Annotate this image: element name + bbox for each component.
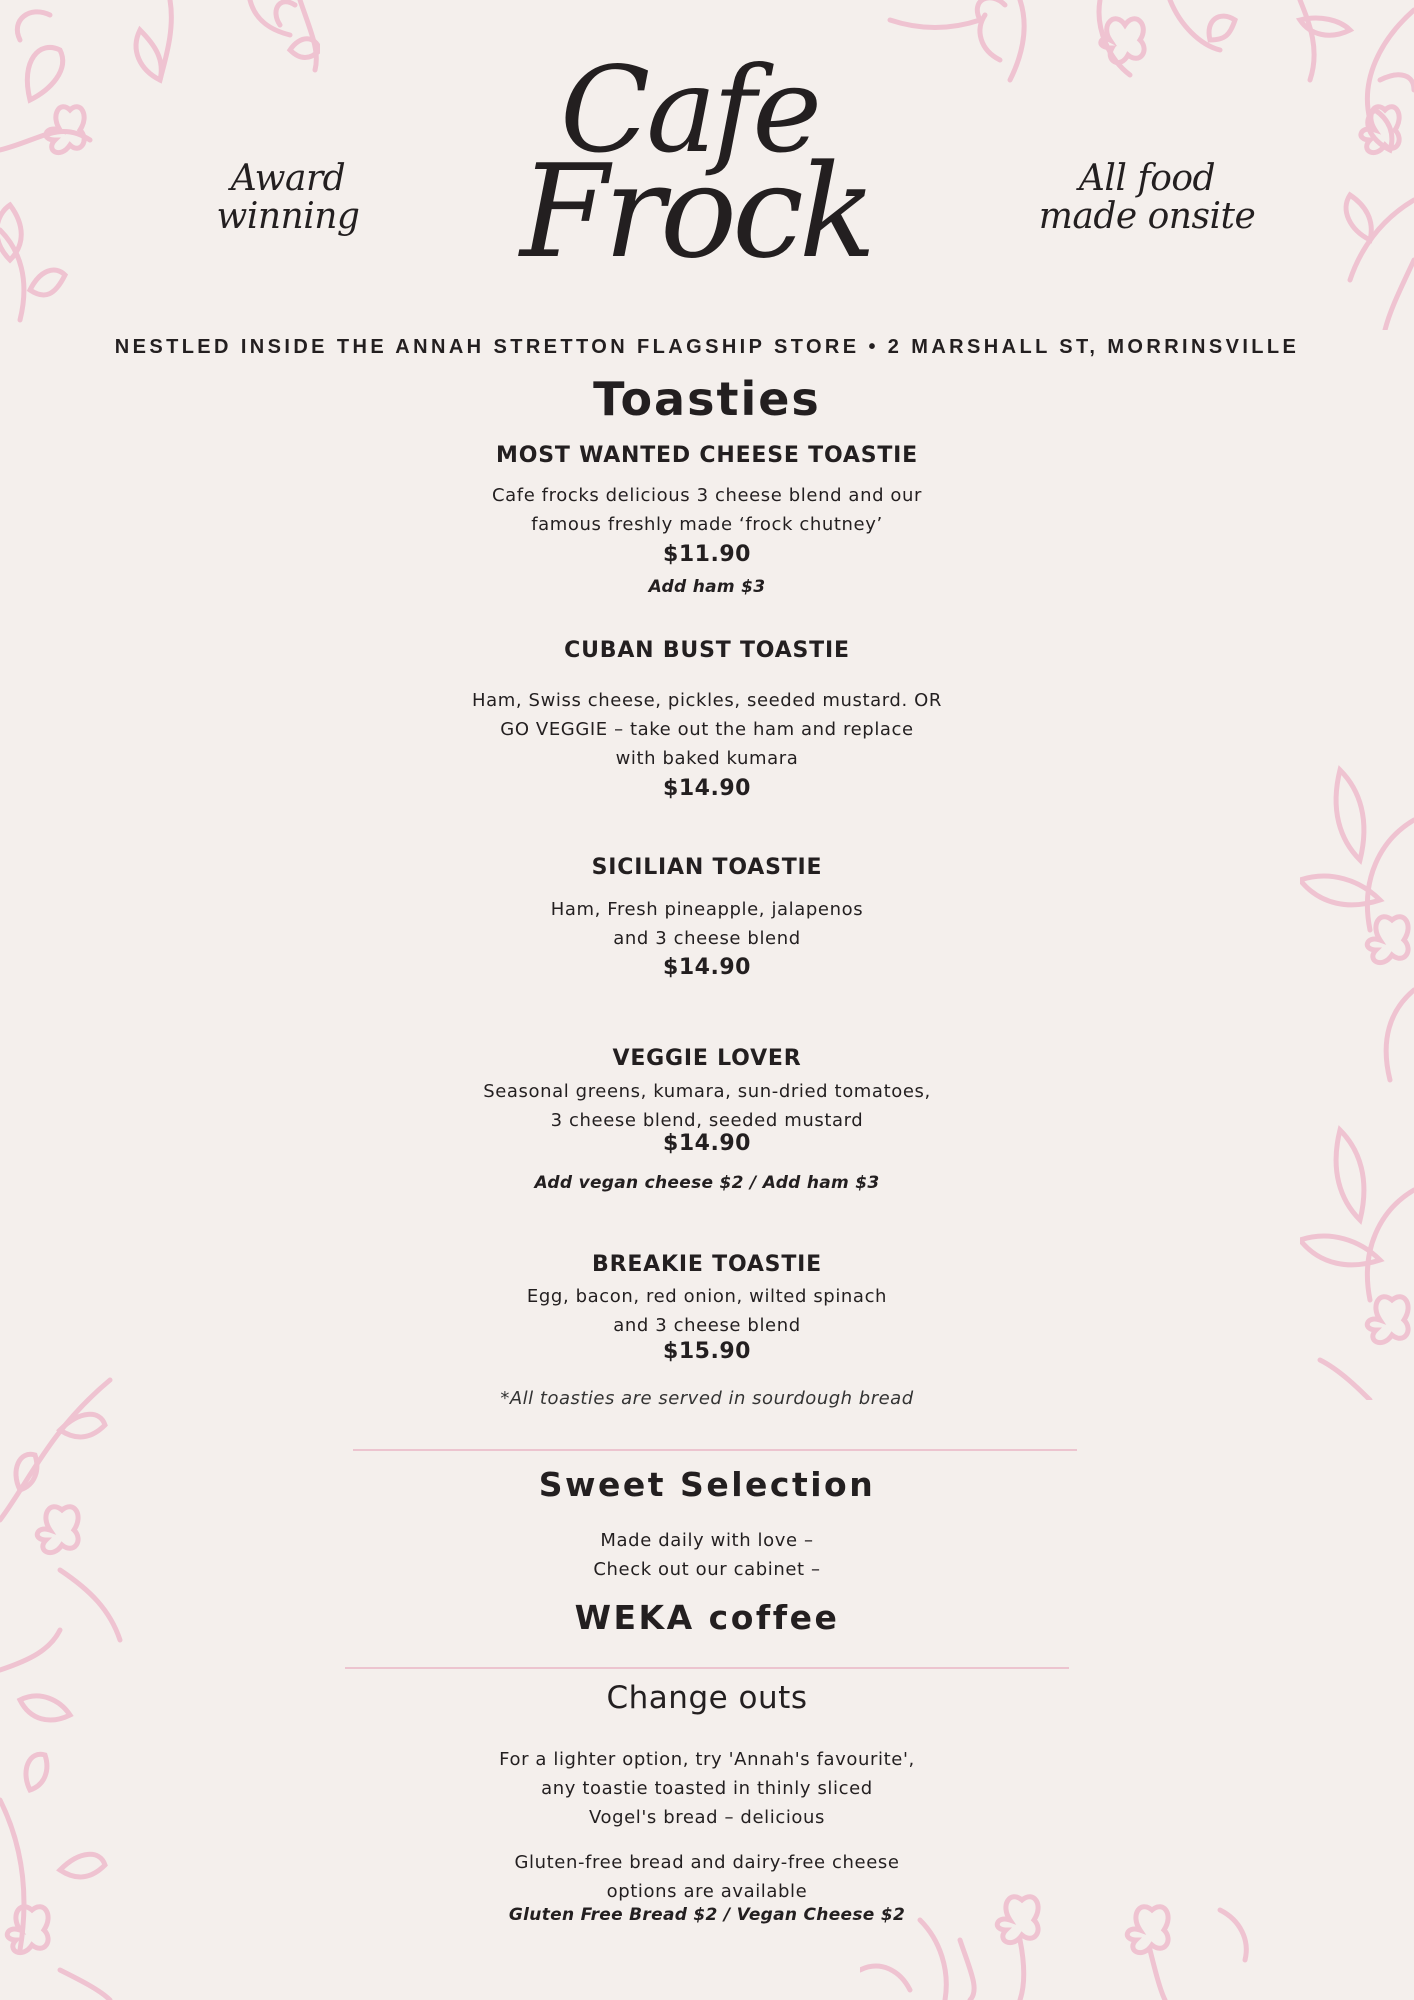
menu-item-price: $11.90 — [663, 542, 751, 567]
made-onsite-note — [1017, 160, 1277, 236]
menu-item-desc-line: and 3 cheese blend — [613, 928, 801, 949]
menu-item-desc-line: Ham, Swiss cheese, pickles, seeded mustard. OR — [472, 690, 942, 711]
menu-item-desc-line: Egg, bacon, red onion, wilted spinach — [526, 1286, 888, 1307]
menu-item-addon: Add ham $3 — [648, 577, 766, 597]
menu-item-price: $14.90 — [663, 1131, 751, 1156]
location-tagline: NESTLED INSIDE THE ANNAH STRETTON FLAGSHIP STORE • 2 MARSHALL ST, MORRINSVILLE — [114, 336, 1300, 358]
coffee-heading: WEKA coffee — [574, 1598, 840, 1637]
menu-item-title: CUBAN BUST TOASTIE — [564, 638, 850, 663]
menu-item-desc-line: Seasonal greens, kumara, sun-dried tomatoes, — [483, 1081, 931, 1102]
menu-item-desc-line: GO VEGGIE – take out the ham and replace — [500, 719, 914, 740]
menu-item-desc-line: with baked kumara — [615, 748, 799, 769]
menu-item-desc-line: Ham, Fresh pineapple, jalapenos — [550, 899, 864, 920]
menu-item-price: $14.90 — [663, 955, 751, 980]
logo-word-cafe: Cafe — [560, 41, 819, 179]
change-outs-line: options are available — [606, 1881, 808, 1902]
award-note-line1: Award — [230, 158, 346, 199]
menu-item-desc-line: Cafe frocks delicious 3 cheese blend and our — [491, 485, 923, 506]
toasties-heading: Toasties — [593, 372, 821, 426]
section-divider — [345, 1667, 1069, 1669]
award-winning-note — [158, 160, 418, 236]
onsite-note-line2: made onsite — [1038, 196, 1256, 237]
menu-item-desc-line: and 3 cheese blend — [613, 1315, 801, 1336]
change-outs-line: any toastie toasted in thinly sliced — [541, 1778, 873, 1799]
menu-item-title: BREAKIE TOASTIE — [592, 1252, 822, 1277]
menu-item-title: VEGGIE LOVER — [612, 1046, 802, 1071]
sweet-selection-heading: Sweet Selection — [538, 1465, 876, 1504]
menu-item-title: SICILIAN TOASTIE — [591, 855, 823, 880]
menu-item-desc-line: 3 cheese blend, seeded mustard — [550, 1110, 864, 1131]
menu-item-desc-line: famous freshly made ‘frock chutney’ — [531, 514, 883, 535]
change-outs-addon: Gluten Free Bread $2 / Vegan Cheese $2 — [508, 1905, 906, 1925]
menu-item-addon: Add vegan cheese $2 / Add ham $3 — [534, 1173, 880, 1193]
sweet-line: Check out our cabinet – — [593, 1559, 821, 1580]
cafe-frock-logo — [500, 40, 920, 287]
change-outs-line: Gluten-free bread and dairy-free cheese — [514, 1852, 900, 1873]
change-outs-line: For a lighter option, try 'Annah's favourite', — [499, 1749, 915, 1770]
toasties-footnote: *All toasties are served in sourdough bread — [500, 1388, 914, 1409]
menu-item-price: $15.90 — [663, 1339, 751, 1364]
change-outs-heading: Change outs — [606, 1680, 808, 1716]
award-note-line2: winning — [216, 196, 360, 237]
logo-word-frock: Frock — [520, 138, 872, 287]
menu-item-price: $14.90 — [663, 776, 751, 801]
section-divider — [353, 1449, 1077, 1451]
onsite-note-line1: All food — [1078, 158, 1216, 199]
menu-item-title: MOST WANTED CHEESE TOASTIE — [496, 443, 918, 468]
sweet-line: Made daily with love – — [600, 1530, 814, 1551]
change-outs-line: Vogel's bread – delicious — [588, 1807, 826, 1828]
